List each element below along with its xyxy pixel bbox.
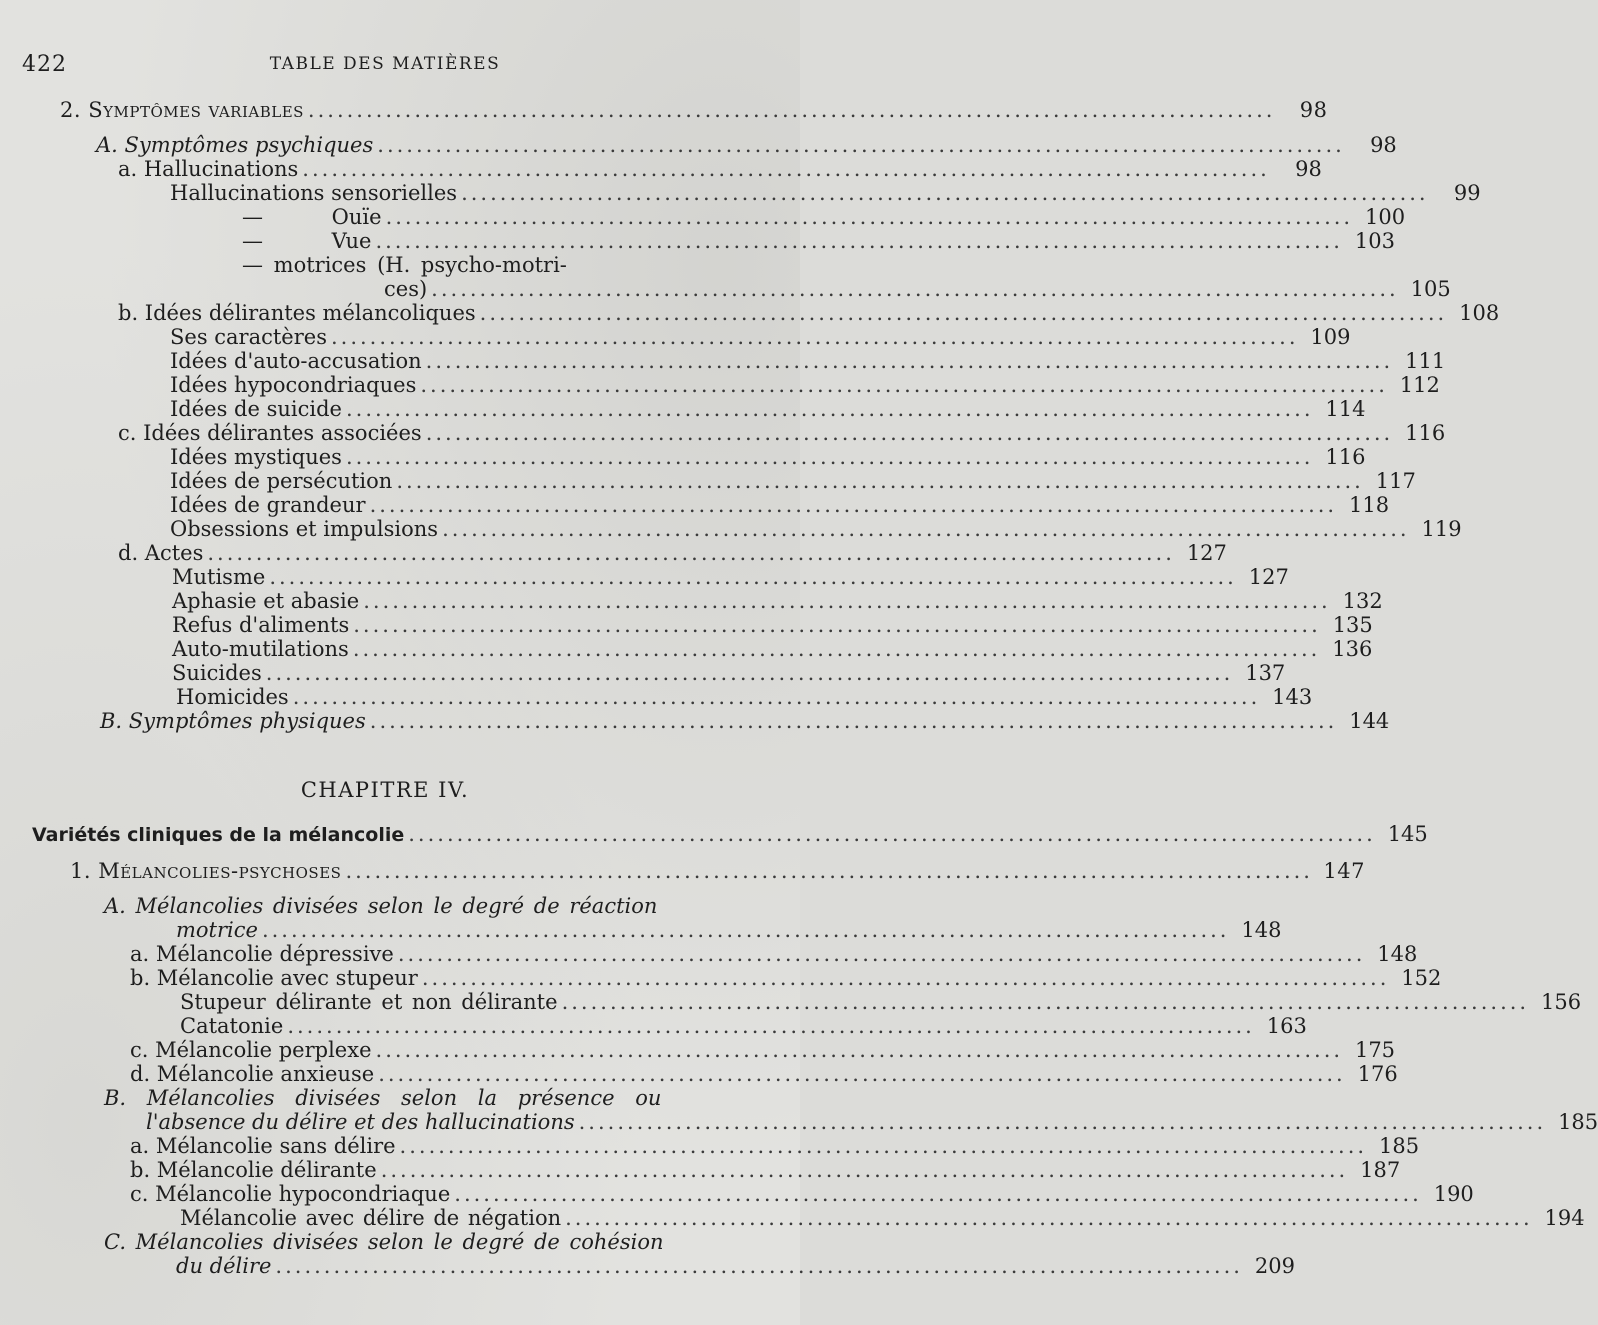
toc-entry: ces) .................................................................................................... 105 — [384, 277, 1451, 301]
toc-entry: Idées mystiques .................................................................................................... 116 — [170, 445, 1366, 469]
toc-entry: c. Mélancolie hypocondriaque .................................................................................................... 190 — [130, 1182, 1474, 1206]
toc-entry: l'absence du délire et des hallucinations .................................................................................................... 185 — [146, 1110, 1598, 1134]
toc-entry: B. Symptômes physiques .................................................................................................... 144 — [100, 709, 1390, 733]
toc-entry: b. Mélancolie délirante .................................................................................................... 187 — [130, 1158, 1401, 1182]
toc-entry: Suicides .................................................................................................... 137 — [172, 661, 1286, 685]
toc-entry: Hallucinations sensorielles .................................................................................................... 99 — [170, 181, 1481, 205]
toc-entry: b. Mélancolie avec stupeur .................................................................................................... 152 — [130, 966, 1442, 990]
toc-entry: Stupeur délirante et non délirante .................................................................................................... 156 — [180, 990, 1582, 1014]
toc-entry: Homicides .................................................................................................... 143 — [176, 685, 1313, 709]
toc-entry-continued: A. Mélancolies divisées selon le degré de réaction — [104, 894, 658, 918]
toc-entry: Idées hypocondriaques .................................................................................................... 112 — [170, 373, 1440, 397]
toc-entry: Obsessions et impulsions .................................................................................................... 119 — [170, 517, 1462, 541]
toc-entry-continued: — motrices (H. psycho-motri- — [242, 253, 567, 277]
page-number: 422 — [22, 52, 67, 77]
toc-entry: c. Idées délirantes associées .................................................................................................... 116 — [118, 421, 1446, 445]
toc-entry: Catatonie .................................................................................................... 163 — [180, 1014, 1307, 1038]
toc-entry: Ses caractères .................................................................................................... 109 — [170, 325, 1351, 349]
toc-entry-continued: B. Mélancolies divisées selon la présence ou — [104, 1086, 662, 1110]
toc-entry: d. Mélancolie anxieuse .................................................................................................... 176 — [130, 1062, 1398, 1086]
toc-entry: b. Idées délirantes mélancoliques .................................................................................................... 108 — [118, 301, 1500, 325]
toc-entry: c. Mélancolie perplexe .................................................................................................... 175 — [130, 1038, 1396, 1062]
toc-entry: Idées de grandeur .................................................................................................... 118 — [170, 493, 1390, 517]
toc-entry: 1. Mélancolies-psychoses .................................................................................................... 147 — [70, 859, 1365, 883]
toc-entry: a. Hallucinations .................................................................................................... 98 — [118, 157, 1322, 181]
toc-entry: a. Mélancolie sans délire .................................................................................................... 185 — [130, 1134, 1420, 1158]
toc-entry: Variétés cliniques de la mélancolie .................................................................................................... 145 — [32, 822, 1428, 846]
toc-entry: Idées de persécution .................................................................................................... 117 — [170, 469, 1416, 493]
toc-entry: Idées d'auto-accusation .................................................................................................... 111 — [170, 349, 1446, 373]
toc-entry: Aphasie et abasie .................................................................................................... 132 — [172, 589, 1383, 613]
toc-entry: a. Mélancolie dépressive .................................................................................................... 148 — [130, 942, 1418, 966]
toc-entry: Idées de suicide .................................................................................................... 114 — [170, 397, 1366, 421]
toc-entry: du délire .................................................................................................... 209 — [176, 1254, 1295, 1278]
chapter-heading: CHAPITRE IV. — [300, 778, 470, 802]
toc-entry-continued: C. Mélancolies divisées selon le degré de cohésion — [104, 1230, 664, 1254]
page-header — [22, 52, 748, 82]
toc-entry: Mutisme .................................................................................................... 127 — [172, 565, 1289, 589]
toc-entry: A. Symptômes psychiques .................................................................................................... 98 — [96, 133, 1397, 157]
toc-entry: Refus d'aliments .................................................................................................... 135 — [172, 613, 1373, 637]
running-title: TABLE DES MATIÈRES — [269, 54, 501, 74]
toc-entry: d. Actes .................................................................................................... 127 — [118, 541, 1227, 565]
toc-entry: — Vue .................................................................................................... 103 — [242, 229, 1395, 253]
toc-entry: 2. Symptômes variables .................................................................................................... 98 — [60, 98, 1328, 122]
toc-entry: Auto-mutilations .................................................................................................... 136 — [172, 637, 1373, 661]
toc-entry: Mélancolie avec délire de négation .................................................................................................... 194 — [180, 1206, 1585, 1230]
toc-entry: — Ouïe .................................................................................................... 100 — [242, 205, 1406, 229]
toc-entry: motrice .................................................................................................... 148 — [176, 918, 1282, 942]
